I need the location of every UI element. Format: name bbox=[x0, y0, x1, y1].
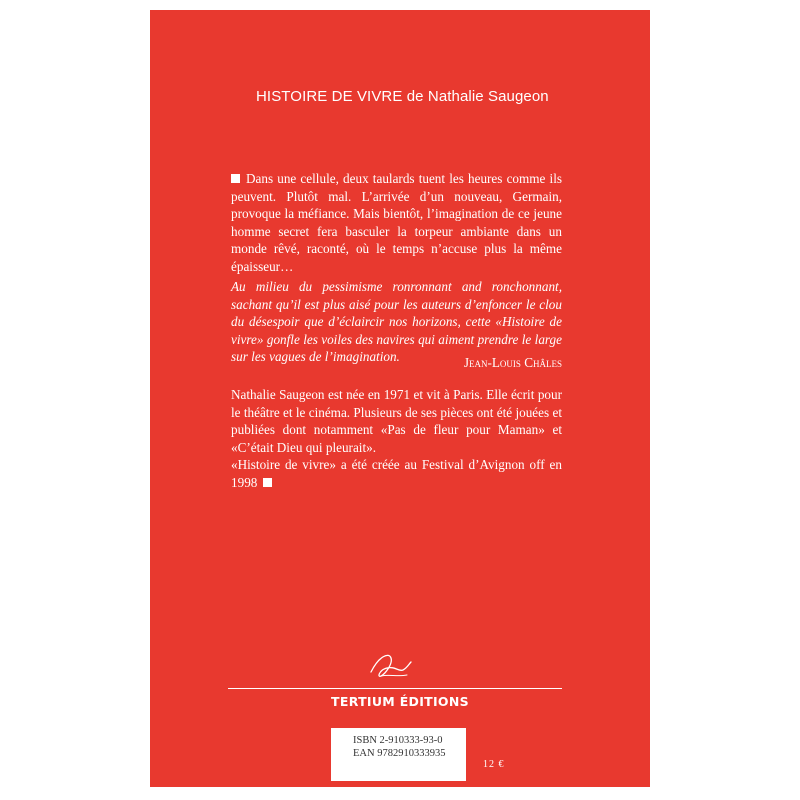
publisher-monogram-icon bbox=[367, 650, 415, 680]
isbn-number: ISBN 2-910333-93-0 bbox=[353, 735, 443, 746]
isbn-label bbox=[331, 728, 466, 781]
book-title: HISTOIRE DE VIVRE bbox=[256, 88, 403, 105]
title-connector: de bbox=[402, 88, 428, 105]
author-bio bbox=[231, 386, 562, 491]
back-cover bbox=[150, 10, 650, 787]
book-author: Nathalie Saugeon bbox=[427, 88, 549, 105]
synopsis-text: Dans une cellule, deux taulards tuent les heures comme ils peuvent. Plutôt mal. L’arrivée d’un nouveau, Germain, provoque la méfiance. Mais bientôt, l’imagination de ce jeune homme secret fera basculer la torpeur ambiante dans un monde rêvé, raconté, où le temps n’accuse plus la même épaisseur… bbox=[231, 171, 562, 274]
price-label: 12 € bbox=[483, 759, 505, 770]
creation-note: «Histoire de vivre» a été créée au Festival d’Avignon off en 1998 bbox=[231, 457, 562, 490]
ean-number: EAN 9782910333935 bbox=[353, 748, 446, 759]
publisher-name: TERTIUM ÉDITIONS bbox=[331, 694, 469, 709]
author-bio-text: Nathalie Saugeon est née en 1971 et vit à Paris. Elle écrit pour le théâtre et le cinéma. Plusieurs de ses pièces ont été jouées et publiées dont notamment «Pas de fleur pour Maman» et «C’était Dieu qui pleurait». bbox=[231, 387, 562, 455]
divider-line bbox=[228, 688, 562, 689]
square-bullet-icon bbox=[231, 174, 240, 183]
quote-author: Jean-Louis Châles bbox=[463, 355, 562, 370]
synopsis-paragraph bbox=[231, 170, 562, 275]
book-title-line bbox=[256, 88, 549, 105]
review-quote: Au milieu du pessimisme ronronnant and ronchonnant, sachant qu’il est plus aisé pour les auteurs d’enfoncer le clou du désespoir que d’éclaircir nos horizons, cette «Histoire de vivre» gonfle les voiles des navires qui aiment prendre le large sur les vagues de l’imagination. bbox=[231, 279, 562, 364]
square-bullet-icon bbox=[263, 478, 272, 487]
